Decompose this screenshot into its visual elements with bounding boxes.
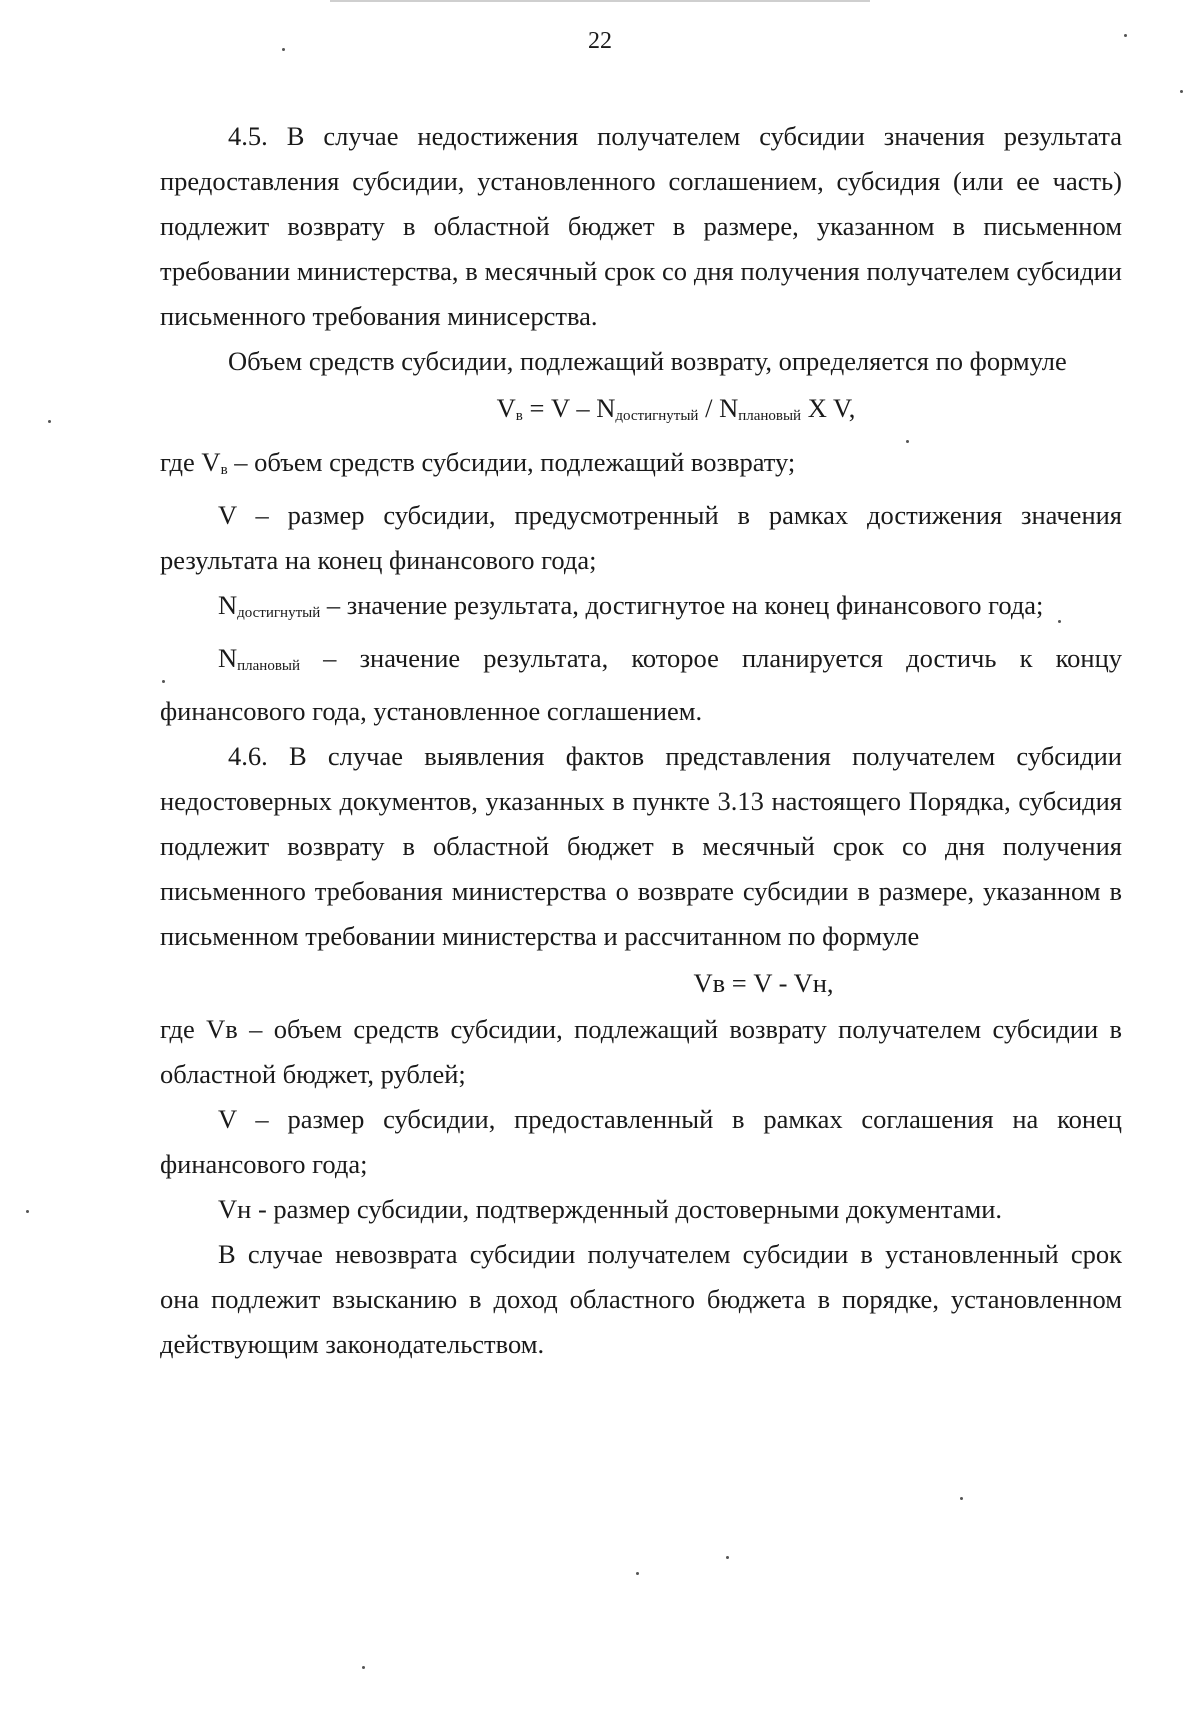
formula-n-planned-subscript: плановый <box>738 408 802 424</box>
page-number: 22 <box>588 28 612 54</box>
definition-vv: где Vв – объем средств субсидии, подлежащий возврату получателем субсидии в областной бюджет, рублей; <box>160 1014 1122 1089</box>
formula-unreliable-docs: Vв = V - Vн, <box>693 968 834 998</box>
definition-n-planned-subscript: плановый <box>237 658 301 674</box>
scan-speck <box>636 1572 639 1575</box>
definition-v: V – размер субсидии, предусмотренный в рамках достижения значения результата на конец финансового года; <box>160 500 1122 575</box>
document-body <box>160 114 1122 1367</box>
scan-speck <box>1124 34 1127 37</box>
definition-n-achieved-text: – значение результата, достигнутое на конец финансового года; <box>320 590 1044 620</box>
definition-vb-subscript: в <box>220 462 228 478</box>
paragraph-4-6: 4.6. В случае выявления фактов представления получателем субсидии недостоверных документов, указанных в пункте 3.13 настоящего Порядка, субсидия подлежит возврату в областной бюджет в месячный срок со дня получения письменного требования министерства о возврате субсидии в размере, указанном в письменном требовании министерства и рассчитанном по формуле <box>160 741 1122 951</box>
definition-n-achieved-main: N <box>218 590 238 620</box>
scan-speck <box>1058 620 1061 623</box>
paragraph-4-5: 4.5. В случае недостижения получателем субсидии значения результата предоставления субсидии, установленного соглашением, субсидия (или ее часть) подлежит возврату в областной бюджет в размере, указанном в письменном требовании министерства, в месячный срок со дня получения получателем субсидии письменного требования минисерства. <box>160 121 1122 331</box>
formula-return-volume <box>160 384 1122 440</box>
definition-n-planned-text: – значение результата, которое планируется достичь к концу финансового года, установленное соглашением. <box>160 643 1122 726</box>
definition-n-achieved <box>160 583 1122 636</box>
scan-speck <box>26 1210 29 1213</box>
definition-vn: Vн - размер субсидии, подтвержденный достоверными документами. <box>218 1194 1003 1224</box>
formula-n-achieved-subscript: достигнутый <box>615 408 699 424</box>
definition-v-agreement: V – размер субсидии, предоставленный в рамках соглашения на конец финансового года; <box>160 1104 1122 1179</box>
paragraph-volume: Объем средств субсидии, подлежащий возврату, определяется по формуле <box>228 346 1067 376</box>
scan-speck <box>48 420 51 423</box>
formula-vb: V <box>496 393 516 423</box>
scan-edge-line <box>330 0 870 2</box>
scan-speck <box>726 1556 729 1559</box>
definition-n-planned-main: N <box>218 643 238 673</box>
definition-n-planned <box>160 636 1122 734</box>
definition-vb-prefix: где V <box>160 447 221 477</box>
definition-vb-text: – объем средств субсидии, подлежащий возврату; <box>227 447 796 477</box>
scan-speck <box>906 440 909 443</box>
paragraph-nonreturn: В случае невозврата субсидии получателем субсидии в установленный срок она подлежит взысканию в доход областного бюджета в порядке, установленном действующим законодательством. <box>160 1239 1122 1359</box>
scan-speck <box>960 1497 963 1500</box>
definition-n-achieved-subscript: достигнутый <box>237 605 321 621</box>
scan-speck <box>1180 90 1183 93</box>
scan-speck <box>362 1666 365 1669</box>
scan-speck <box>162 680 165 683</box>
definition-vb <box>160 440 1122 493</box>
formula-eq-part: = V – N <box>522 393 616 423</box>
scan-speck <box>282 48 285 51</box>
formula-tail: X V, <box>801 393 856 423</box>
formula-slash: / N <box>698 393 739 423</box>
formula-vb-subscript: в <box>515 408 523 424</box>
